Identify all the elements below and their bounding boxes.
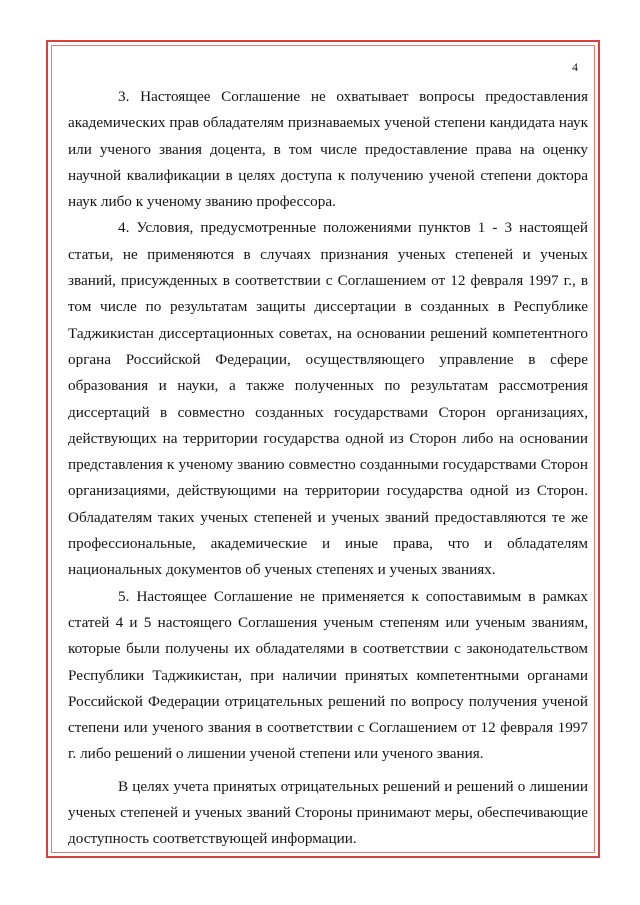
paragraph-clause-3: 3. Настоящее Соглашение не охватывает вопросы предоставления академических прав обладателям признаваемых ученой степени кандидата наук или ученого звания доцента, в том числе предоставление права на оценку научной квалификации в целях доступа к получению ученой степени доктора наук либо к ученому званию профессора. — [68, 88, 588, 211]
page-number: 4 — [572, 60, 578, 74]
paragraph-clause-5: 5. Настоящее Соглашение не применяется к сопоставимым в рамках статей 4 и 5 настоящего Соглашения ученым степеням или ученым званиям, которые были получены их обладателями в соответствии с законодательством Республики Таджикистан, при наличии принятых компетентными органами Российской Федерации отрицательных решений по вопросу получения ученой степени или ученого звания в соответствии с Соглашением от 12 февраля 1997 г. либо решений о лишении ученой степени или ученого звания. — [68, 587, 588, 763]
paragraph-clause-4: 4. Условия, предусмотренные положениями пунктов 1 - 3 настоящей статьи, не применяются в случаях признания ученых степеней и ученых званий, присужденных в соответствии с Соглашением от 12 февраля 1997 г., в том числе по результатам защиты диссертации в созданных в Республике Таджикистан диссертационных советах, на основании решений компетентного органа Российской Федерации, осуществляющего управление в сфере образования и науки, а также полученных по результатам рассмотрения диссертаций в совместно созданных государствами Сторон организациях, действующих на территории государства одной из Сторон либо на основании представления к ученому званию совместно созданными государствами Сторон организациями, действующими на территории государства одной из Сторон. Обладателям таких ученых степеней и ученых званий предоставляются те же профессиональные, академические и иные права, что и обладателям национальных документов об ученых степенях и ученых званиях. — [68, 219, 588, 579]
document-body — [68, 84, 588, 853]
paragraph-information-measures: В целях учета принятых отрицательных решений и решений о лишении ученых степеней и ученых званий Стороны принимают меры, обеспечивающие доступность соответствующей информации. — [68, 777, 588, 848]
